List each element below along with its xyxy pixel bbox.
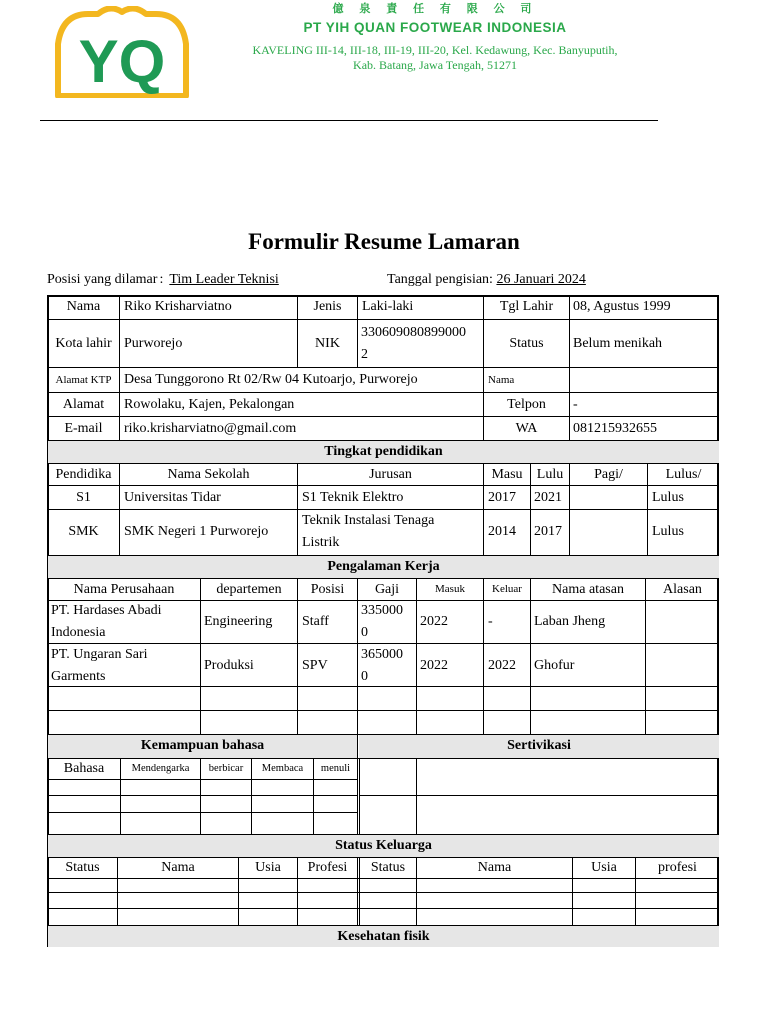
rule: [47, 795, 357, 796]
rule: [47, 686, 719, 687]
rule: [47, 908, 719, 909]
lang-header-reading: Membaca: [261, 763, 304, 774]
rule: [357, 735, 358, 835]
edu-row-2-lulus: Lulus: [652, 524, 684, 539]
edu-row-2-in: 2014: [488, 524, 516, 539]
rule: [47, 485, 719, 486]
work-row-2-dept: Produksi: [204, 658, 254, 673]
wa-value: 081215932655: [573, 421, 657, 436]
edu-row-1-lulus: Lulus: [652, 490, 684, 505]
company-chinese-name: 億 泉 責 任 有 限 公 司: [332, 2, 538, 15]
edu-row-2-major-1: Teknik Instalasi Tenaga: [302, 513, 435, 528]
alamat-ktp-label: Alamat KTP: [55, 374, 112, 386]
telpon-value: -: [573, 397, 578, 412]
wa-label: WA: [515, 421, 538, 436]
company-address: [200, 43, 670, 73]
work-row-2-salary-2: 0: [361, 669, 368, 684]
work-row-1-salary-2: 0: [361, 625, 368, 640]
work-header-reason: Alasan: [663, 582, 702, 597]
rule: [569, 295, 570, 441]
edu-row-1-out: 2021: [534, 490, 562, 505]
position-applied: [47, 272, 279, 288]
work-row-2-company-1: PT. Ungaran Sari: [51, 647, 148, 662]
work-header-position: Posisi: [310, 582, 345, 597]
alamat-value: Rowolaku, Kajen, Pekalongan: [124, 397, 295, 412]
rule: [47, 710, 719, 711]
work-row-1-dept: Engineering: [204, 614, 273, 629]
rule: [359, 758, 360, 835]
fill-date: [387, 272, 586, 288]
family-header-profession-1: Profesi: [307, 860, 348, 875]
kota-lahir-label: Kota lahir: [55, 336, 112, 351]
nama-2-label: Nama: [488, 374, 515, 386]
rule: [357, 857, 358, 926]
rule: [645, 578, 646, 735]
family-header-status-1: Status: [65, 860, 100, 875]
tgl-lahir-label: Tgl Lahir: [499, 299, 554, 314]
edu-row-1-level: S1: [76, 490, 91, 505]
family-header-name-2: Nama: [477, 860, 512, 875]
position-value: Tim Leader Teknisi: [169, 272, 279, 287]
date-label: Tanggal pengisian:: [387, 272, 493, 287]
logo-text: YQ: [78, 28, 166, 95]
family-header-status-2: Status: [370, 860, 406, 875]
edu-row-1-school: Universitas Tidar: [124, 490, 221, 505]
family-header-age-2: Usia: [591, 860, 617, 875]
rule: [359, 795, 719, 796]
kota-lahir-value: Purworejo: [124, 336, 183, 351]
edu-row-2-major-2: Listrik: [302, 535, 340, 550]
edu-header-level: Pendidika: [55, 467, 112, 482]
rule: [357, 578, 358, 735]
nik-value-1: 330609080899000: [361, 325, 466, 340]
work-row-1-boss: Laban Jheng: [534, 614, 606, 629]
rule: [530, 578, 531, 735]
work-header-salary: Gaji: [374, 582, 400, 597]
nik-value-2: 2: [361, 347, 368, 362]
header-divider: [40, 120, 658, 121]
work-row-2-salary-1: 365000: [361, 647, 403, 662]
rule: [47, 878, 719, 879]
tgl-lahir-value: 08, Agustus 1999: [573, 299, 671, 314]
rule: [47, 892, 719, 893]
lang-header-writing: menuli: [320, 763, 351, 774]
edu-header-school: Nama Sekolah: [167, 467, 250, 482]
status-label: Status: [509, 336, 544, 351]
lang-header-listening: Mendengarka: [131, 763, 190, 774]
jenis-label: Jenis: [313, 299, 342, 314]
work-row-2-company-2: Garments: [51, 669, 106, 684]
work-row-1-out: -: [488, 614, 493, 629]
work-row-1-in: 2022: [420, 614, 448, 629]
work-row-1-company-1: PT. Hardases Abadi: [51, 603, 162, 618]
family-section-title: Status Keluarga: [335, 838, 432, 853]
rule: [47, 416, 719, 417]
edu-row-1-in: 2017: [488, 490, 516, 505]
work-row-2-boss: Ghofur: [534, 658, 575, 673]
family-header-name-1: Nama: [161, 860, 195, 875]
rule: [47, 555, 719, 556]
rule: [483, 578, 484, 735]
status-value: Belum menikah: [573, 336, 663, 351]
certification-section-title: Sertivikasi: [507, 738, 571, 753]
address-line-2: Kab. Batang, Jawa Tengah, 51271: [353, 58, 517, 72]
edu-header-major: Jurusan: [369, 467, 412, 482]
jenis-value: Laki-laki: [362, 299, 414, 314]
work-row-1-position: Staff: [302, 614, 329, 629]
email-value: riko.krisharviatno@gmail.com: [124, 421, 297, 436]
company-name: PT YIH QUAN FOOTWEAR INDONESIA: [303, 20, 567, 35]
rule: [47, 392, 719, 393]
work-section-title: Pengalaman Kerja: [327, 559, 440, 574]
lang-header-language: Bahasa: [63, 761, 105, 776]
nama-value: Riko Krisharviatno: [124, 299, 232, 314]
rule: [47, 367, 719, 368]
nama-label: Nama: [66, 299, 101, 314]
alamat-label: Alamat: [62, 397, 105, 412]
telpon-label: Telpon: [507, 397, 546, 412]
work-row-1-company-2: Indonesia: [51, 625, 106, 640]
health-section-title: Kesehatan fisik: [337, 929, 430, 944]
rule: [357, 295, 358, 368]
education-section-title: Tingkat pendidikan: [324, 444, 443, 459]
edu-row-1-major: S1 Teknik Elektro: [302, 490, 404, 505]
rule: [47, 925, 719, 926]
edu-header-pagi: Pagi/: [594, 467, 623, 482]
rule: [47, 440, 719, 441]
work-header-dept: departemen: [216, 582, 282, 597]
edu-row-2-level: SMK: [68, 524, 99, 539]
edu-header-in: Masu: [491, 467, 523, 482]
work-row-2-out: 2022: [488, 658, 516, 673]
work-header-in: Masuk: [435, 583, 465, 595]
rule: [416, 578, 417, 735]
page-title: Formulir Resume Lamaran: [248, 229, 520, 254]
edu-row-2-out: 2017: [534, 524, 562, 539]
rule: [47, 834, 719, 835]
address-line-1: KAVELING III-14, III-18, III-19, III-20, Kel. Kedawung, Kec. Banyuputih,: [252, 43, 618, 57]
work-row-1-salary-1: 335000: [361, 603, 403, 618]
rule: [416, 758, 417, 835]
work-header-boss: Nama atasan: [552, 582, 624, 597]
family-header-age-1: Usia: [255, 860, 281, 875]
rule: [297, 578, 298, 735]
email-label: E-mail: [64, 421, 103, 436]
rule: [119, 295, 120, 441]
work-header-out: Keluar: [492, 583, 522, 595]
family-header-profession-2: profesi: [658, 860, 697, 875]
work-row-2-position: SPV: [302, 658, 328, 673]
language-section-title: Kemampuan bahasa: [140, 738, 265, 753]
work-header-company: Nama Perusahaan: [73, 582, 175, 597]
edu-header-out: Lulu: [536, 467, 564, 482]
nik-label: NIK: [315, 336, 340, 351]
edu-header-lulus: Lulus/: [665, 467, 702, 482]
alamat-ktp-value: Desa Tunggorono Rt 02/Rw 04 Kutoarjo, Purworejo: [124, 372, 418, 387]
rule: [47, 319, 719, 320]
work-row-2-in: 2022: [420, 658, 448, 673]
position-label: Posisi yang dilamar: [47, 272, 158, 287]
company-logo: [52, 6, 192, 98]
position-colon: :: [159, 272, 164, 287]
date-value: 26 Januari 2024: [496, 272, 586, 287]
edu-row-2-school: SMK Negeri 1 Purworejo: [124, 524, 269, 539]
lang-header-speaking: berbicar: [208, 763, 244, 774]
rule: [47, 734, 719, 735]
rule: [200, 578, 201, 735]
rule: [47, 779, 357, 780]
rule: [47, 812, 357, 813]
